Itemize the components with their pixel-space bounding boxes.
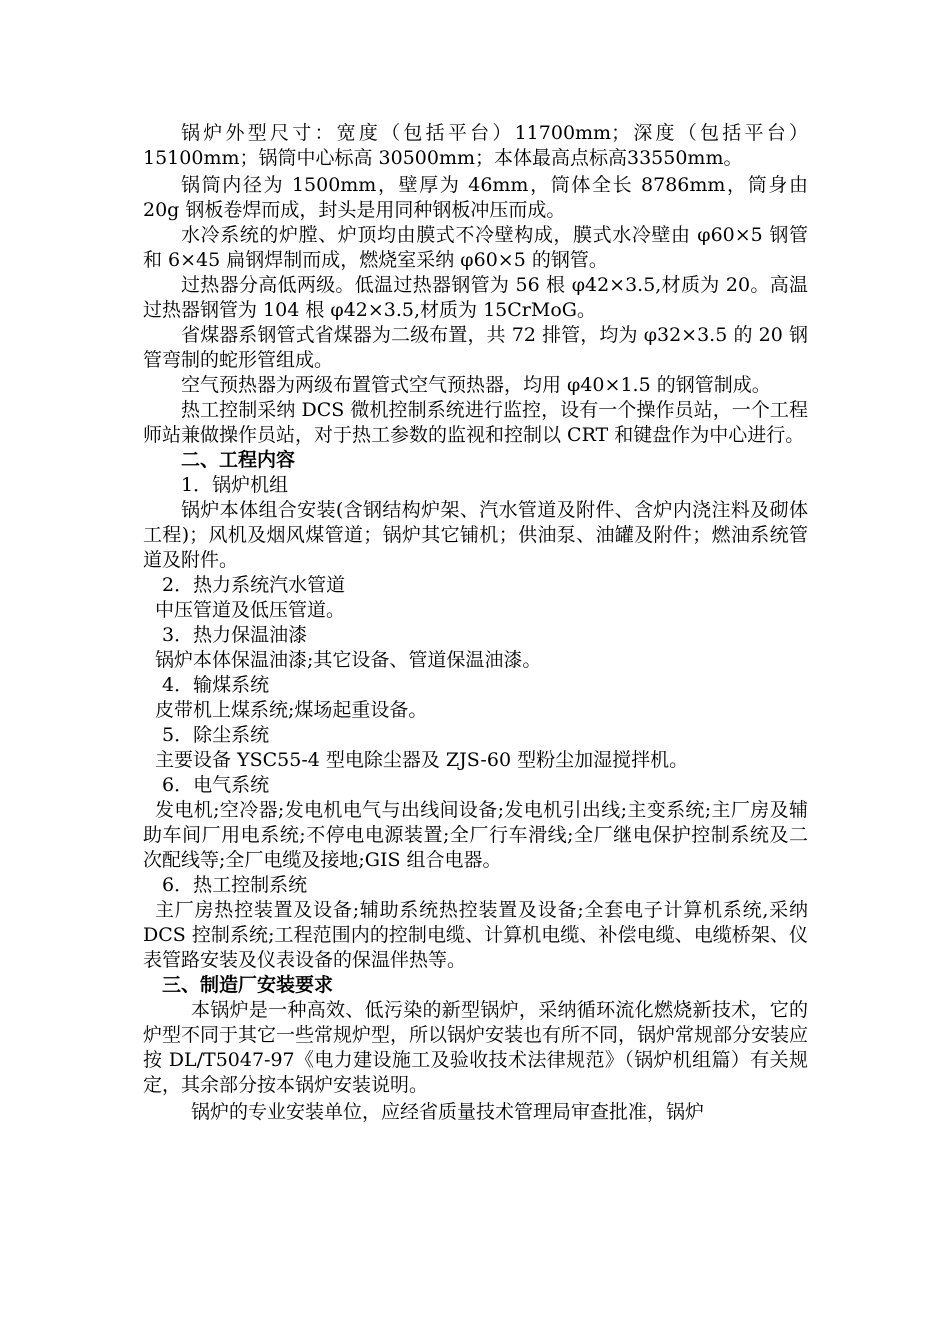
item-body-thermal-control: 主厂房热控装置及设备;辅助系统热控装置及设备;全套电子计算机系统,采纳 DCS 控制系统;工程范围内的控制电缆、计算机电缆、补偿电缆、电缆桥架、仪表管路安装及仪表设备的保温伴热等。 [143, 899, 808, 971]
item-title-insulation-paint: 3．热力保温油漆 [162, 624, 308, 646]
item-body-dust-removal: 主要设备 YSC55-4 型电除尘器及 ZJS-60 型粉尘加湿搅拌机。 [155, 749, 689, 771]
paragraph-thermal-control: 热工控制采纳 DCS 微机控制系统进行监控，设有一个操作员站，一个工程师站兼做操作员站，对于热工参数的监视和控制以 CRT 和键盘作为中心进行。 [143, 399, 808, 446]
paragraph-drum: 锅筒内径为 1500mm，壁厚为 46mm，筒体全长 8786mm，筒身由 20g 钢板卷焊而成，封头是用同种钢板冲压而成。 [143, 174, 808, 221]
item-title-coal-conveying: 4．输煤系统 [162, 674, 270, 696]
section-heading-manufacturer-requirements: 三、制造厂安装要求 [162, 974, 334, 996]
item-body-electrical: 发电机;空冷器;发电机电气与出线间设备;发电机引出线;主变系统;主厂房及辅助车间厂用电系统;不停电电源装置;全厂行车滑线;全厂继电保护控制系统及二次配线等;全厂电缆及接地;GIS 组合电器。 [143, 799, 808, 871]
document-page [143, 121, 808, 1125]
item-title-electrical: 6．电气系统 [162, 774, 270, 796]
item-title-dust-removal: 5．除尘系统 [162, 724, 270, 746]
item-body-boiler-unit: 锅炉本体组合安装(含钢结构炉架、汽水管道及附件、含炉内浇注料及砌体工程)；风机及烟风煤管道；锅炉其它铺机；供油泵、油罐及附件；燃油系统管道及附件。 [143, 499, 808, 571]
item-title-thermal-control: 6．热工控制系统 [162, 874, 308, 896]
item-title-boiler-unit: 1．锅炉机组 [181, 474, 289, 496]
item-body-insulation-paint: 锅炉本体保温油漆;其它设备、管道保温油漆。 [155, 649, 542, 671]
paragraph-economizer: 省煤器系钢管式省煤器为二级布置，共 72 排管，均为 φ32×3.5 的 20 钢管弯制的蛇形管组成。 [143, 324, 808, 371]
item-body-coal-conveying: 皮带机上煤系统;煤场起重设备。 [155, 699, 428, 721]
paragraph-superheater: 过热器分高低两级。低温过热器钢管为 56 根 φ42×3.5,材质为 20。高温过热器钢管为 104 根 φ42×3.5,材质为 15CrMoG。 [143, 274, 808, 321]
item-title-steam-water-pipes: 2．热力系统汽水管道 [162, 574, 346, 596]
paragraph-water-cooling: 水冷系统的炉膛、炉顶均由膜式不冷壁构成，膜式水冷壁由 φ60×5 钢管和 6×45 扁钢焊制而成，燃烧室采纳 φ60×5 的钢管。 [143, 224, 808, 271]
item-body-steam-water-pipes: 中压管道及低压管道。 [155, 599, 346, 621]
paragraph-boiler-dimensions: 锅炉外型尺寸：宽度（包括平台）11700mm；深度（包括平台）15100mm；锅筒中心标高 30500mm；本体最高点标高33550mm。 [143, 122, 808, 169]
paragraph-installation-requirements: 本锅炉是一种高效、低污染的新型锅炉，采纳循环流化燃烧新技术，它的炉型不同于其它一些常规炉型，所以锅炉安装也有所不同，锅炉常规部分安装应按 DL/T5047-97《电力建设施工及验收技术法律规范》（锅炉机组篇）有关规定，其余部分按本锅炉安装说明。 [143, 999, 809, 1096]
paragraph-installation-unit: 锅炉的专业安装单位，应经省质量技术管理局审查批准，锅炉 [191, 1101, 705, 1123]
paragraph-air-preheater: 空气预热器为两级布置管式空气预热器，均用 φ40×1.5 的钢管制成。 [181, 374, 771, 396]
section-heading-project-content: 二、工程内容 [181, 449, 296, 471]
